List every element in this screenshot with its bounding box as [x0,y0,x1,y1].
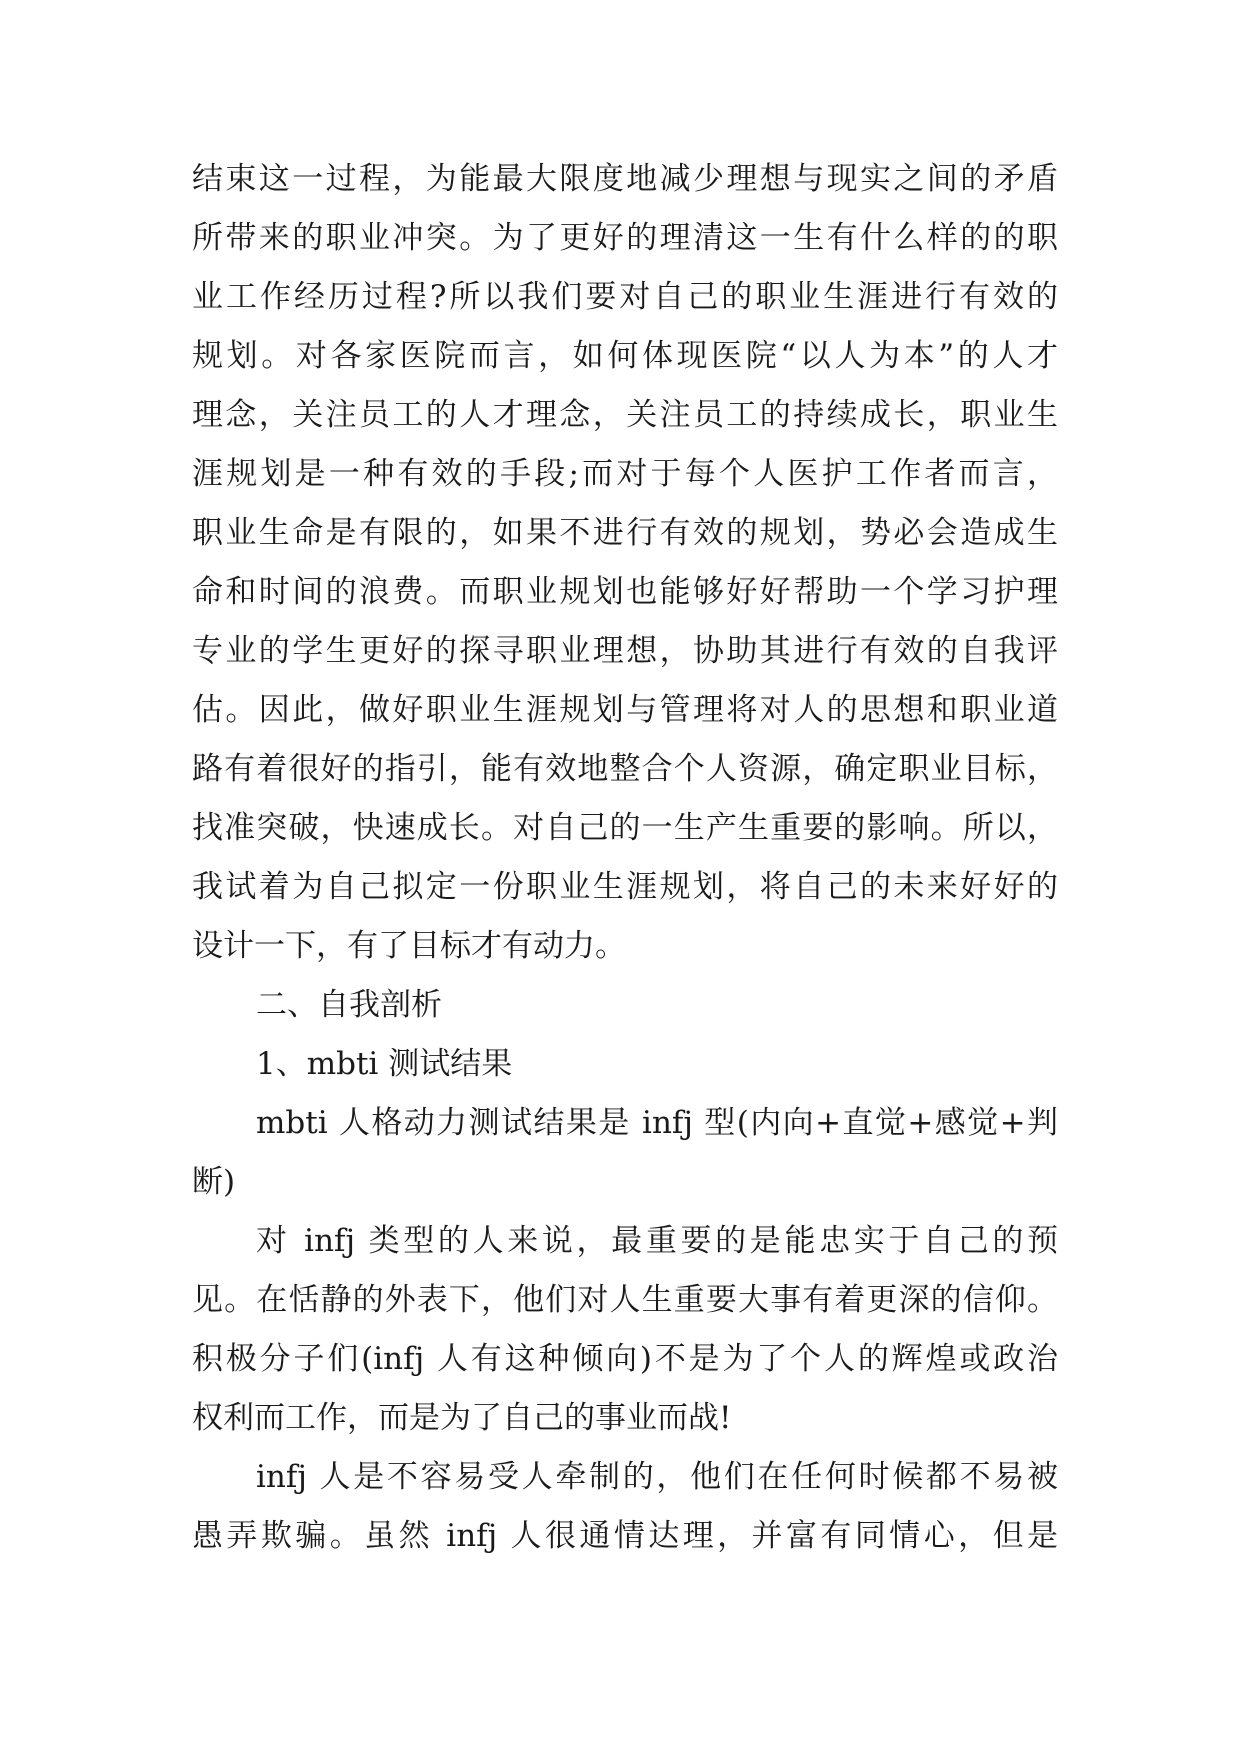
body-line: 职业生命是有限的，如果不进行有效的规划，势必会造成生 [192,515,1058,551]
body-line: 找准突破，快速成长。对自己的一生产生重要的影响。所以， [192,810,1058,846]
body-line: mbti 人格动力测试结果是 infj 型(内向+直觉+感觉+判 [256,1105,1058,1141]
body-line: 断) [192,1164,236,1200]
body-line: 涯规划是一种有效的手段;而对于每个人医护工作者而言， [192,456,1058,492]
body-line: 专业的学生更好的探寻职业理想，协助其进行有效的自我评 [192,633,1058,669]
body-line: 我试着为自己拟定一份职业生涯规划，将自己的未来好好的 [192,869,1058,905]
body-line: 积极分子们(infj 人有这种倾向)不是为了个人的辉煌或政治 [192,1341,1058,1377]
body-line: 所带来的职业冲突。为了更好的理清这一生有什么样的的职 [192,220,1058,256]
body-line: 结束这一过程，为能最大限度地减少理想与现实之间的矛盾 [192,161,1058,197]
body-line: 规划。对各家医院而言，如何体现医院“以人为本”的人才 [192,338,1058,374]
body-line: infj 人是不容易受人牵制的，他们在任何时候都不易被 [256,1459,1058,1495]
body-line: 愚弄欺骗。虽然 infj 人很通情达理，并富有同情心，但是 [192,1518,1058,1554]
body-line: 理念，关注员工的人才理念，关注员工的持续成长，职业生 [192,397,1058,433]
body-line: 权利而工作，而是为了自己的事业而战! [192,1400,732,1436]
subsection-heading: 1、mbti 测试结果 [256,1046,513,1082]
body-line: 见。在恬静的外表下，他们对人生重要大事有着更深的信仰。 [192,1282,1058,1318]
section-heading: 二、自我剖析 [256,987,442,1023]
body-line: 对 infj 类型的人来说，最重要的是能忠实于自己的预 [256,1223,1058,1259]
body-line: 业工作经历过程?所以我们要对自己的职业生涯进行有效的 [192,279,1058,315]
body-line: 设计一下，有了目标才有动力。 [192,928,626,964]
document-body [192,160,1058,1576]
body-line: 命和时间的浪费。而职业规划也能够好好帮助一个学习护理 [192,574,1058,610]
body-line: 路有着很好的指引，能有效地整合个人资源，确定职业目标， [192,751,1058,787]
body-line: 估。因此，做好职业生涯规划与管理将对人的思想和职业道 [192,692,1058,728]
